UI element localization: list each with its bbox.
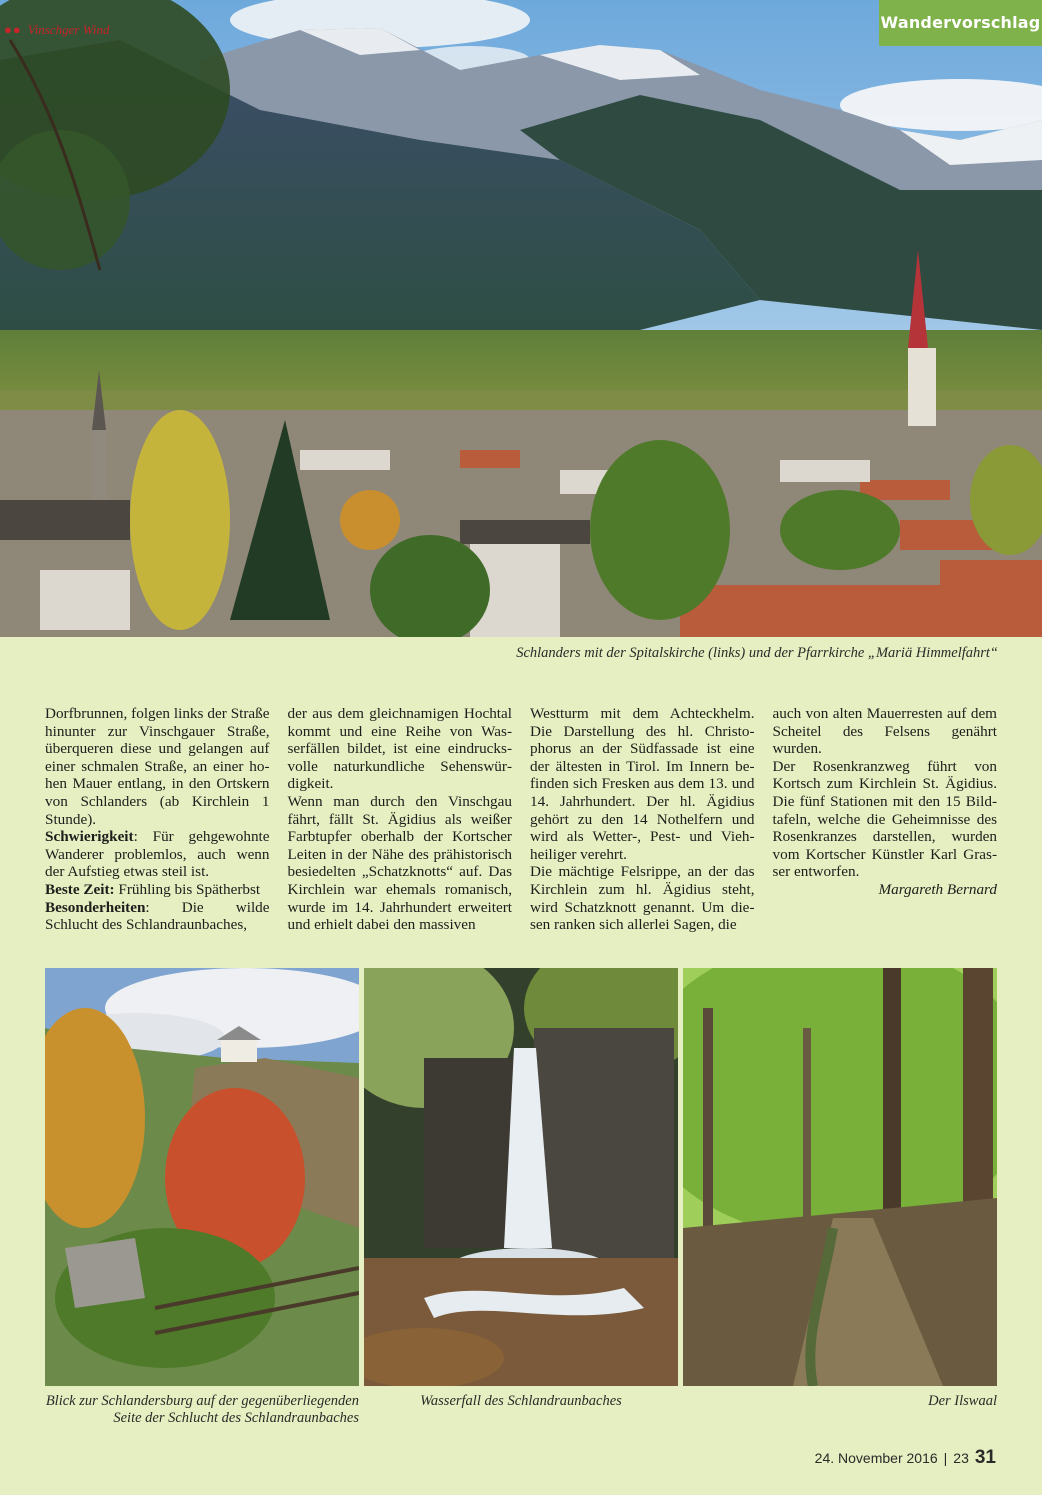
issue-number: 23 bbox=[953, 1450, 969, 1466]
paragraph: auch von alten Mauerresten auf dem Scheitel des Felsens genährt wurden. bbox=[772, 705, 997, 758]
paragraph: Der Rosenkranzweg führt von Kortsch zum Kirchlein St. Ägidius. Die fünf Stationen mit den 15 Bildtafeln, welche die Geheimnisse des Rosenkranzes darstellen, wurden vom Kortscher Künstler Karl Grasser entworfen. bbox=[772, 757, 997, 881]
brand-dots-icon: ●● bbox=[4, 22, 22, 37]
article-column-3 bbox=[530, 705, 755, 935]
paragraph bbox=[45, 881, 270, 899]
page-footer bbox=[815, 1447, 996, 1469]
value-best-time: Frühling bis Spätherbst bbox=[114, 880, 261, 898]
photo-waterfall bbox=[364, 968, 678, 1386]
paragraph: der aus dem gleichnamigen Hochtal kommt und eine Reihe von Wasserfällen bildet, ist eine eindrucksvolle naturkundliche Sehenswürdigkeit. bbox=[287, 705, 512, 793]
value-difficulty: : Für gehgewohnte Wanderer problemlos, auch wenn der Aufstieg etwas steil ist. bbox=[45, 828, 270, 881]
paragraph: Westturm mit dem Achteckhelm. Die Darstellung des hl. Christophorus an der Südfassade ist eine der ältesten in Tirol. Im Innern befinden sich Fresken aus dem 13. und 14. Jahrhundert. Der hl. Ägidius gehört zu den 14 Nothelfern und wird als Wetter-, Pest- und Viehheiliger verehrt. bbox=[530, 705, 755, 863]
hero-photo-schlanders bbox=[0, 0, 1042, 637]
footer-divider: | bbox=[943, 1450, 948, 1466]
photo-schlandersburg bbox=[45, 968, 359, 1386]
paragraph: Die mächtige Felsrippe, an der das Kirchlein zum hl. Ägidius steht, wird Schatzknott genannt. Um diesen ranken sich allerlei Sagen, die bbox=[530, 863, 755, 934]
paragraph: Wenn man durch den Vinschgau fährt, fällt St. Ägidius als weißer Farbtupfer oberhalb der Kortscher Leiten in der Nähe des prähistorisch besiedelten „Schatzknotts“ auf. Das Kirchlein war ehemals romanisch, wurde im 14. Jahrhundert erweitert und erhielt dabei den massiven bbox=[287, 792, 512, 934]
author: Margareth Bernard bbox=[878, 880, 997, 898]
hero-caption: Schlanders mit der Spitalskirche (links) und der Pfarrkirche „Mariä Himmelfahrt“ bbox=[516, 645, 998, 661]
value-features: : Die wilde Schlucht des Schlandraunbaches, bbox=[45, 898, 270, 934]
caption-waterfall: Wasserfall des Schlandraunbaches bbox=[420, 1393, 622, 1409]
label-difficulty: Schwierigkeit bbox=[45, 828, 134, 846]
section-tag: Wandervorschlag bbox=[879, 0, 1042, 46]
magazine-brand bbox=[4, 22, 109, 38]
article-column-2 bbox=[288, 705, 513, 935]
paragraph: Dorfbrunnen, folgen links der Straße hinunter zur Vinschgauer Straße, überqueren diese und gelangen auf einer schmalen Straße, an einer hohen Mauer entlang, in den Ortskern von Schlanders (ab Kirchlein 1 Stunde). bbox=[45, 705, 270, 828]
page-number: 31 bbox=[974, 1447, 996, 1468]
article-column-4 bbox=[773, 705, 998, 935]
brand-name: Vinschger Wind bbox=[27, 22, 110, 37]
issue-date: 24. November 2016 bbox=[814, 1450, 938, 1466]
hero-photo bbox=[0, 0, 1042, 637]
photo-ilswaal bbox=[683, 968, 997, 1386]
article-column-1 bbox=[45, 705, 270, 935]
label-features: Besonderheiten bbox=[45, 898, 146, 916]
caption-ilswaal: Der Ilswaal bbox=[928, 1393, 997, 1409]
paragraph bbox=[45, 828, 270, 881]
caption-schlandersburg: Blick zur Schlandersburg auf der gegenüberliegenden Seite der Schlucht des Schlandraunbaches bbox=[45, 1393, 359, 1426]
article-body bbox=[45, 705, 997, 935]
paragraph bbox=[45, 899, 270, 934]
label-best-time: Beste Zeit: bbox=[45, 880, 115, 898]
